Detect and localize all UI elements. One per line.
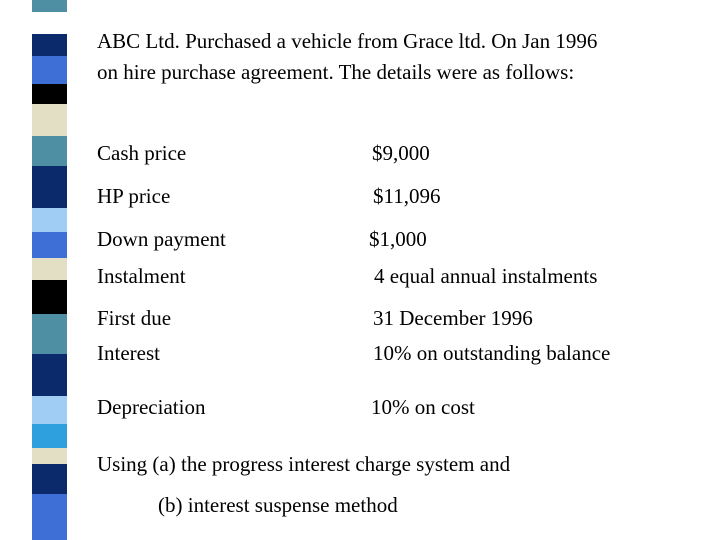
detail-label-interest: Interest (97, 341, 160, 365)
intro-line: on hire purchase agreement. The details were as follows: (97, 60, 575, 84)
detail-label-cash-price: Cash price (97, 141, 187, 165)
detail-value-depreciation: 10% on cost (371, 395, 475, 419)
detail-value-interest: 10% on outstanding balance (373, 341, 611, 365)
stripe-block (32, 354, 67, 396)
detail-value-cash-price: $9,000 (372, 141, 430, 165)
stripe-block (32, 494, 67, 540)
stripe-block (32, 208, 67, 232)
stripe-block (32, 0, 67, 12)
stripe-block (32, 166, 67, 208)
stripe-block (32, 34, 67, 56)
stripe-block (32, 314, 67, 354)
stripe-block (32, 84, 67, 104)
detail-value-instalment: 4 equal annual instalments (374, 264, 598, 288)
closing-line-2: (b) interest suspense method (158, 493, 398, 517)
stripe-block (32, 258, 67, 280)
detail-label-down-payment: Down payment (97, 227, 226, 251)
stripe-block (32, 396, 67, 424)
detail-label-hp-price: HP price (97, 184, 171, 208)
decorative-color-stripe (32, 0, 67, 540)
intro-paragraph (97, 26, 697, 88)
stripe-block (32, 136, 67, 166)
detail-value-down-payment: $1,000 (369, 227, 427, 251)
stripe-block (32, 104, 67, 136)
stripe-block (32, 56, 67, 84)
stripe-block (32, 280, 67, 314)
stripe-block (32, 464, 67, 494)
detail-label-instalment: Instalment (97, 264, 186, 288)
detail-label-first-due: First due (97, 306, 172, 330)
detail-value-first-due: 31 December 1996 (373, 306, 533, 330)
intro-line: ABC Ltd. Purchased a vehicle from Grace ltd. On Jan 1996 (97, 29, 598, 53)
detail-value-hp-price: $11,096 (373, 184, 441, 208)
stripe-block (32, 12, 67, 34)
stripe-block (32, 232, 67, 258)
stripe-block (32, 448, 67, 464)
detail-label-depreciation: Depreciation (97, 395, 206, 419)
stripe-block (32, 424, 67, 448)
closing-line-1: Using (a) the progress interest charge system and (97, 452, 511, 476)
